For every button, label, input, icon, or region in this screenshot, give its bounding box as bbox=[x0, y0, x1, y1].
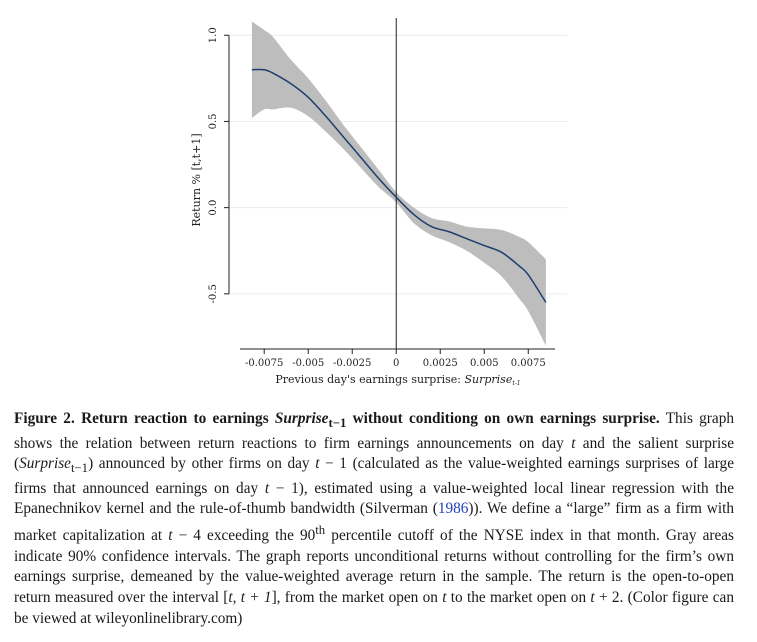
x-tick-label-3: 0 bbox=[393, 358, 400, 369]
x-tick-label-6: 0.0075 bbox=[510, 358, 546, 369]
x-axis-ticks bbox=[245, 349, 546, 369]
x-tick-label-0: -0.0075 bbox=[245, 358, 284, 369]
y-tick-label-1: 0.0 bbox=[208, 199, 219, 216]
y-axis-title: Return % [t,t+1] bbox=[190, 133, 203, 227]
caption-title: Return reaction to earnings Surprise$_{t-1}$ without conditiong on own earnings surprise. bbox=[81, 410, 660, 431]
caption-body: This graph shows the relation between return reactions to firm earnings announcements on day t and the salient surprise (Surprise$_{t-1}$) announced by other firms on day t − 1 (calculated as the value-weighted earnings surprises of large firms that announced earnings on day t − 1), estimated using a value-weighted local linear regression with the Epanechnikov kernel and the rule-of-thumb bandwidth (Silverman (1986)). We define a “large” firm as a firm with market capitalization at t − 4 exceeding the 90th percentile cutoff of the NYSE index in that month. Gray areas indicate 90% confidence intervals. The graph reports unconditional returns without controlling for the firm’s own earnings surprise, demeaned by the value-weighted average return in the sample. The return is the open-to-open return measured over the interval [t, t + 1], from the market open on t to the market open on t + 2. (Color figure can be viewed at wileyonlinelibrary.com) bbox=[14, 410, 734, 627]
caption-label: Figure 2. bbox=[14, 410, 75, 427]
x-tick-label-2: -0.0025 bbox=[333, 358, 372, 369]
y-tick-label-3: 1.0 bbox=[208, 27, 219, 44]
confidence-band bbox=[252, 21, 546, 345]
y-tick-label-0: -0.5 bbox=[208, 284, 219, 304]
x-axis-title: Previous day's earnings surprise: Surpriset-1 bbox=[275, 373, 521, 387]
y-tick-label-2: 0.5 bbox=[208, 113, 219, 130]
x-tick-label-5: 0.005 bbox=[469, 358, 499, 369]
figure-caption bbox=[14, 409, 734, 629]
x-tick-label-4: 0.0025 bbox=[422, 358, 458, 369]
x-tick-label-1: -0.005 bbox=[292, 358, 325, 369]
y-axis-ticks bbox=[208, 27, 229, 303]
citation-link[interactable]: 1986 bbox=[437, 500, 469, 518]
